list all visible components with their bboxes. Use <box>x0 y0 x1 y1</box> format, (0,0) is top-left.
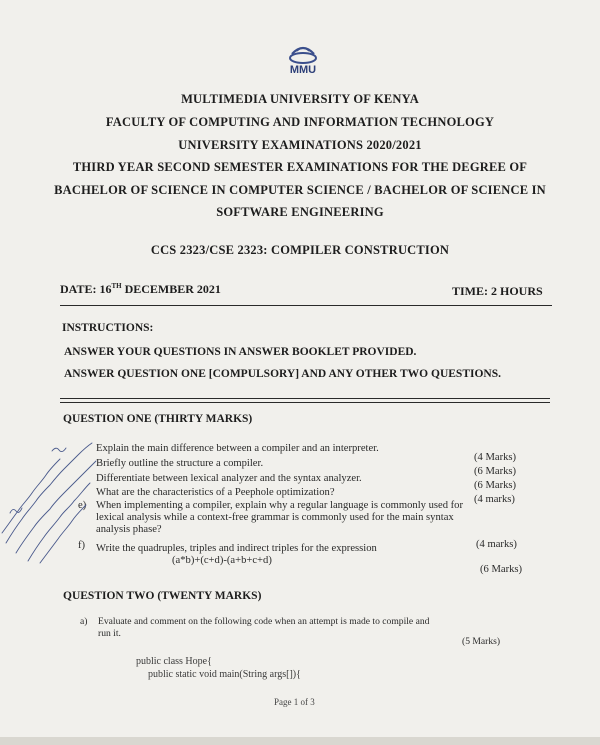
faculty-name: FACULTY OF COMPUTING AND INFORMATION TECHNOLOGY <box>105 115 495 129</box>
q1-item-d: What are the characteristics of a Peephole optimization? <box>96 487 335 498</box>
q2-item-a-marks: (5 Marks) <box>462 636 501 647</box>
q1-item-f-line1: Write the quadruples, triples and indirect triples for the expression <box>96 543 377 554</box>
exam-date <box>60 282 221 297</box>
exam-time: TIME: 2 HOURS <box>452 284 543 298</box>
header-divider <box>60 305 552 306</box>
date-label: DATE: <box>60 282 97 296</box>
question-two-heading: QUESTION TWO (TWENTY MARKS) <box>63 590 262 602</box>
instructions-title: INSTRUCTIONS: <box>62 322 154 334</box>
q1-item-e-line2: lexical analysis while a context-free grammar is commonly used for the main syntax <box>96 512 454 523</box>
q2-item-a-line2: run it. <box>98 628 121 639</box>
q1-item-a: Explain the main difference between a compiler and an interpreter. <box>96 443 379 454</box>
q1-item-b-marks: (6 Marks) <box>474 466 517 477</box>
q1-item-e-line3: analysis phase? <box>96 524 162 535</box>
instruction-2: ANSWER QUESTION ONE [COMPULSORY] AND ANY OTHER TWO QUESTIONS. <box>64 368 501 380</box>
code-line-1: public class Hope{ <box>136 656 212 667</box>
instructions-divider-2 <box>60 402 550 403</box>
date-superscript: TH <box>111 282 122 290</box>
q1-item-e-label: e) <box>78 500 87 511</box>
q1-item-f-label: f) <box>78 540 86 551</box>
scan-bottom-edge <box>0 737 600 745</box>
exam-title-line1: THIRD YEAR SECOND SEMESTER EXAMINATIONS FOR THE DEGREE OF <box>72 160 528 174</box>
q1-item-b: Briefly outline the structure a compiler. <box>96 458 264 469</box>
exam-title-line3: SOFTWARE ENGINEERING <box>216 205 384 219</box>
exam-session: UNIVERSITY EXAMINATIONS 2020/2021 <box>178 138 422 152</box>
q2-item-a-label: a) <box>80 616 88 627</box>
date-month-year: DECEMBER 2021 <box>124 282 221 296</box>
instruction-1: ANSWER YOUR QUESTIONS IN ANSWER BOOKLET PROVIDED. <box>64 346 417 358</box>
q1-item-e-line1: When implementing a compiler, explain why a regular language is commonly used for <box>96 500 464 511</box>
university-name: MULTIMEDIA UNIVERSITY OF KENYA <box>181 92 419 106</box>
q1-item-c: Differentiate between lexical analyzer and the syntax analyzer. <box>96 473 362 484</box>
question-one-heading: QUESTION ONE (THIRTY MARKS) <box>63 413 253 425</box>
date-day: 16 <box>99 282 112 296</box>
code-line-2: public static void main(String args[]){ <box>148 669 301 680</box>
page-number: Page 1 of 3 <box>274 697 315 707</box>
q1-item-f-expression: (a*b)+(c+d)-(a+b+c+d) <box>172 555 272 566</box>
university-logo <box>278 40 328 82</box>
course-title: CCS 2323/CSE 2323: COMPILER CONSTRUCTION <box>150 243 450 257</box>
logo-text: MMU <box>289 64 317 76</box>
handwritten-annotation <box>0 415 100 565</box>
q1-item-f-marks: (6 Marks) <box>480 564 523 575</box>
q1-item-a-marks: (4 Marks) <box>474 452 517 463</box>
exam-title-line2: BACHELOR OF SCIENCE IN COMPUTER SCIENCE / BACHELOR OF SCIENCE IN <box>54 183 546 197</box>
q2-item-a-line1: Evaluate and comment on the following code when an attempt is made to compile and <box>98 616 430 627</box>
q1-item-e-marks: (4 marks) <box>476 539 517 550</box>
q1-item-d-marks: (4 marks) <box>474 494 515 505</box>
q1-item-c-marks: (6 Marks) <box>474 480 517 491</box>
instructions-divider-1 <box>60 398 550 399</box>
